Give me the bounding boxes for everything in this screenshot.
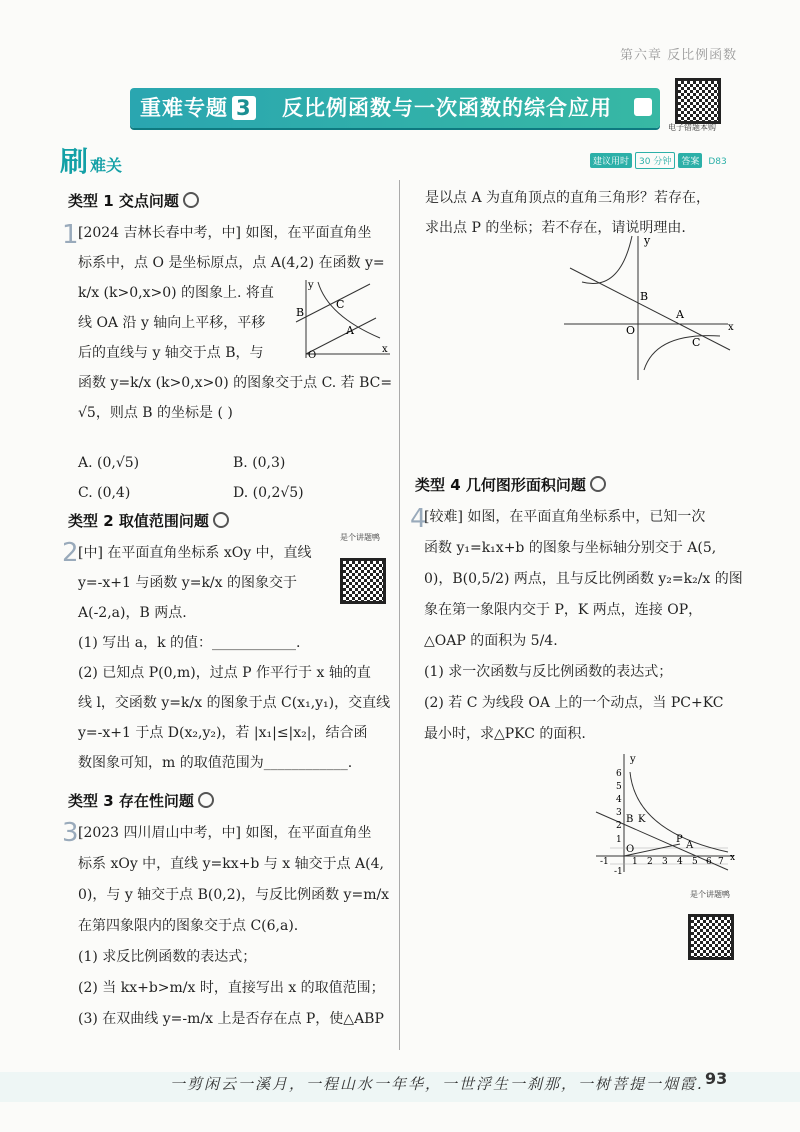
problem-2-text: [中] 在平面直角坐标系 xOy 中，直线 y=-x+1 与函数 y=k/x 的图象交于 A(-2,a)，B 两点. (1) 写出 a，k 的值：____________. (2) 已知点 P(0,m)，过点 P 作平行于 x 轴的直 线 l，交函数 y=k/x 的图象于点 C(x₁,y₁)，交直线 y=-x+1 于点 D(x₂,y₂)，若 |x₁|≤|x₂|，结合函 数图象可知，m 的取值范围为____________. [78, 545, 391, 771]
fig4-label-y: y [630, 754, 636, 765]
svg-text:5: 5 [616, 782, 622, 792]
fig1-label-c: C [336, 298, 345, 311]
qr-code-icon[interactable] [688, 914, 734, 960]
problem-3-text: [2023 四川眉山中考，中] 如图，在平面直角坐 标系 xOy 中，直线 y=kx+b 与 x 轴交于点 A(4, 0)，与 y 轴交于点 B(0,2)，与反比例函数 y=m/x 在第四象限内的图象交于点 C(6,a). (1) 求反比例函数的表达式； (2) 当 kx+b>m/x 时，直接写出 x 的取值范围； (3) 在双曲线 y=-m/x 上是否存在点 P，使△ABP [78, 825, 390, 1027]
time-value: 30 分钟 [635, 152, 675, 169]
fig3-label-x: x [728, 322, 734, 333]
figure-1 [288, 278, 392, 362]
section-heading-3: 类型 3 存在性问题 [68, 790, 214, 811]
svg-text:2: 2 [616, 821, 622, 831]
fig1-label-y: y [308, 280, 314, 291]
topic-number: 3 [232, 96, 256, 120]
target-icon [198, 792, 214, 808]
footer-motto: 一剪闲云一溪月，一程山水一年华，一世浮生一刹那，一树菩提一烟霞. [170, 1075, 704, 1093]
fig1-label-x: x [382, 344, 388, 355]
option-d[interactable]: D. (0,2√5) [233, 485, 304, 501]
section-heading-2: 类型 2 取值范围问题 [68, 510, 229, 531]
problem-number-4: 4 [410, 504, 427, 534]
svg-text:2: 2 [647, 857, 653, 867]
svg-text:4: 4 [616, 795, 622, 805]
fig3-label-y: y [644, 234, 651, 247]
column-divider [399, 180, 400, 1050]
option-c[interactable]: C. (0,4) [78, 485, 131, 501]
puzzle-icon [634, 98, 652, 116]
problem-1-text: [2024 吉林长春中考，中] 如图，在平面直角坐 标系中，点 O 是坐标原点，点 A(4,2) 在函数 y= k/x (k>0,x>0) 的图象上. 将直 线 OA 沿 y 轴向上平移，平移 后的直线与 y 轴交于点 B，与 函数 y=k/x (k>0,x>0) 的图象交于点 C. 若 BC= √5，则点 B 的坐标是 ( ) [78, 225, 393, 421]
svg-text:1: 1 [616, 835, 622, 845]
figure-4 [592, 752, 740, 878]
problem-4-text: [较难] 如图，在平面直角坐标系中，已知一次 函数 y₁=k₁x+b 的图象与坐标轴分别交于 A(5, 0)，B(0,5/2) 两点，且与反比例函数 y₂=k₂/x 的图 象在第一象限内交于 P，K 两点，连接 OP， △OAP 的面积为 5/4. (1) 求一次函数与反比例函数的表达式； (2) 若 C 为线段 OA 上的一个动点，当 PC+KC 最小时，求△PKC 的面积. [424, 509, 743, 742]
svg-text:3: 3 [616, 808, 622, 818]
fig4-label-b: B [626, 814, 634, 825]
fig4-label-k: K [638, 814, 646, 825]
fig1-label-o: O [308, 350, 317, 361]
qr-caption-4: 是个讲题鸭 [690, 890, 730, 899]
option-a[interactable]: A. (0,√5) [78, 455, 140, 471]
target-icon [183, 192, 199, 208]
fig4-label-p: P [676, 834, 683, 845]
fig4-label-x: x [730, 853, 736, 863]
topic-title-band [130, 88, 660, 128]
svg-text:5: 5 [692, 857, 698, 867]
target-icon [590, 476, 606, 492]
section-heading-1: 类型 1 交点问题 [68, 190, 199, 211]
topic-tag: 重难专题 3 [140, 92, 256, 122]
section-heading-4: 类型 4 几何图形面积问题 [415, 474, 606, 495]
meta-bar [590, 152, 733, 169]
fig1-label-a: A [346, 324, 354, 337]
section-brush-title: 刷难关 [60, 145, 123, 178]
fig3-label-c: C [692, 336, 701, 349]
page-number: 93 [705, 1069, 728, 1088]
qr-code-icon[interactable] [675, 78, 721, 124]
svg-text:-1: -1 [614, 867, 623, 877]
chapter-header: 第六章 反比例函数 [620, 48, 738, 63]
target-icon [213, 512, 229, 528]
svg-text:-1: -1 [600, 857, 609, 867]
problem-3-continued: 是以点 A 为直角顶点的直角三角形？若存在， 求出点 P 的坐标；若不存在，请说明理由. [425, 190, 711, 236]
fig3-label-a: A [676, 308, 684, 321]
problem-number-2: 2 [62, 538, 79, 568]
fig4-label-o: O [626, 844, 635, 855]
svg-text:6: 6 [616, 769, 622, 779]
qr-caption-2: 是个讲题鸭 [340, 533, 380, 542]
problem-number-3: 3 [62, 818, 79, 848]
svg-text:1: 1 [632, 857, 638, 867]
answer-page: D83 [708, 157, 727, 167]
svg-text:3: 3 [662, 857, 668, 867]
fig1-label-b: B [296, 306, 305, 319]
figure-3 [560, 232, 740, 382]
topic-title: 反比例函数与一次函数的综合应用 [282, 96, 612, 120]
fig3-label-b: B [640, 290, 649, 303]
answer-label: 答案 [678, 153, 702, 168]
time-label: 建议用时 [590, 153, 632, 168]
svg-text:6: 6 [706, 857, 712, 867]
svg-text:4: 4 [677, 857, 683, 867]
fig4-label-a: A [686, 840, 694, 851]
svg-text:7: 7 [718, 857, 724, 867]
qr-label: 电子错题本购 [668, 123, 716, 132]
fig3-label-o: O [626, 324, 636, 337]
problem-number-1: 1 [62, 220, 79, 250]
option-b[interactable]: B. (0,3) [233, 455, 286, 471]
problem-1-options [78, 448, 378, 508]
